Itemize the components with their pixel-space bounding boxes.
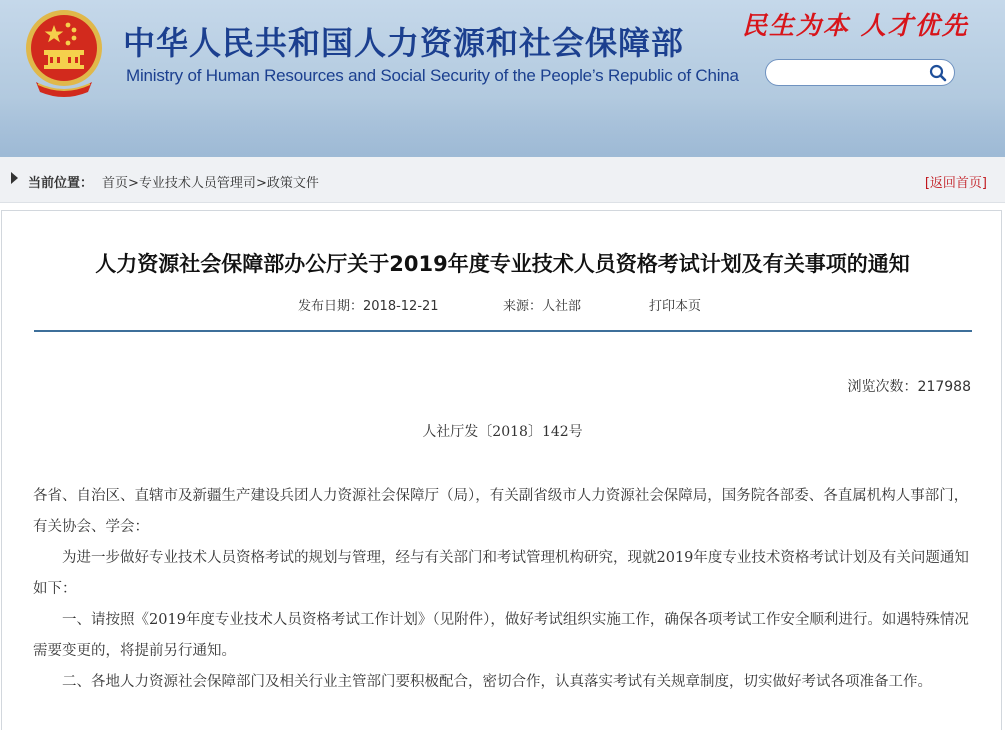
site-title-chinese: 中华人民共和国人力资源和社会保障部 — [123, 24, 685, 62]
paragraph-addressees: 各省、自治区、直辖市及新疆生产建设兵团人力资源社会保障厅（局），有关副省级市人力资源社会保障局，国务院各部委、各直属机构人事部门，有关协会、学会： — [33, 488, 969, 535]
breadcrumb-item-policy-documents[interactable]: 政策文件 — [266, 176, 319, 191]
breadcrumb-label: 当前位置： — [28, 176, 94, 191]
publish-date: 发布日期：2018-12-21 — [298, 299, 439, 314]
breadcrumb-item-home[interactable]: 首页 — [102, 176, 129, 191]
header-background — [0, 97, 1005, 157]
article-title: 人力资源社会保障部办公厅关于2019年度专业技术人员资格考试计划及有关事项的通知 — [95, 252, 910, 276]
breadcrumb-item-department[interactable]: 专业技术人员管理司 — [138, 176, 256, 191]
title-divider — [34, 330, 972, 332]
breadcrumb-separator: > — [255, 176, 267, 191]
article-body — [33, 481, 971, 698]
back-home-link[interactable]: [返回首页] — [924, 176, 987, 191]
national-emblem-icon — [22, 8, 106, 100]
breadcrumb-path — [102, 172, 319, 191]
search-icon[interactable] — [928, 63, 948, 83]
document-number: 人社厅发〔2018〕142号 — [422, 424, 583, 440]
site-header — [0, 0, 1005, 157]
paragraph-item-1: 一、请按照《2019年度专业技术人员资格考试工作计划》（见附件），做好考试组织实施工作，确保各项考试工作安全顺利进行。如遇特殊情况需要变更的，将提前另行通知。 — [33, 612, 969, 659]
breadcrumb — [0, 157, 1005, 203]
article-container — [1, 210, 1002, 730]
search-input[interactable] — [776, 64, 930, 84]
print-page-link[interactable]: 打印本页 — [649, 299, 702, 314]
slogan: 民生为本 人才优先 — [742, 11, 969, 40]
triangle-right-icon — [11, 172, 18, 184]
paragraph-intro: 为进一步做好专业技术人员资格考试的规划与管理，经与有关部门和考试管理机构研究，现就2019年度专业技术资格考试计划及有关问题通知如下： — [33, 550, 969, 597]
search-box — [765, 59, 955, 86]
site-title-english: Ministry of Human Resources and Social Security of the People’s Republic of China — [126, 66, 739, 85]
article-source: 来源：人社部 — [503, 299, 582, 314]
breadcrumb-separator: > — [128, 176, 139, 191]
paragraph-item-2: 二、各地人力资源社会保障部门及相关行业主管部门要积极配合，密切合作，认真落实考试有关规章制度，切实做好考试各项准备工作。 — [62, 674, 932, 690]
view-count: 浏览次数：217988 — [847, 379, 971, 395]
